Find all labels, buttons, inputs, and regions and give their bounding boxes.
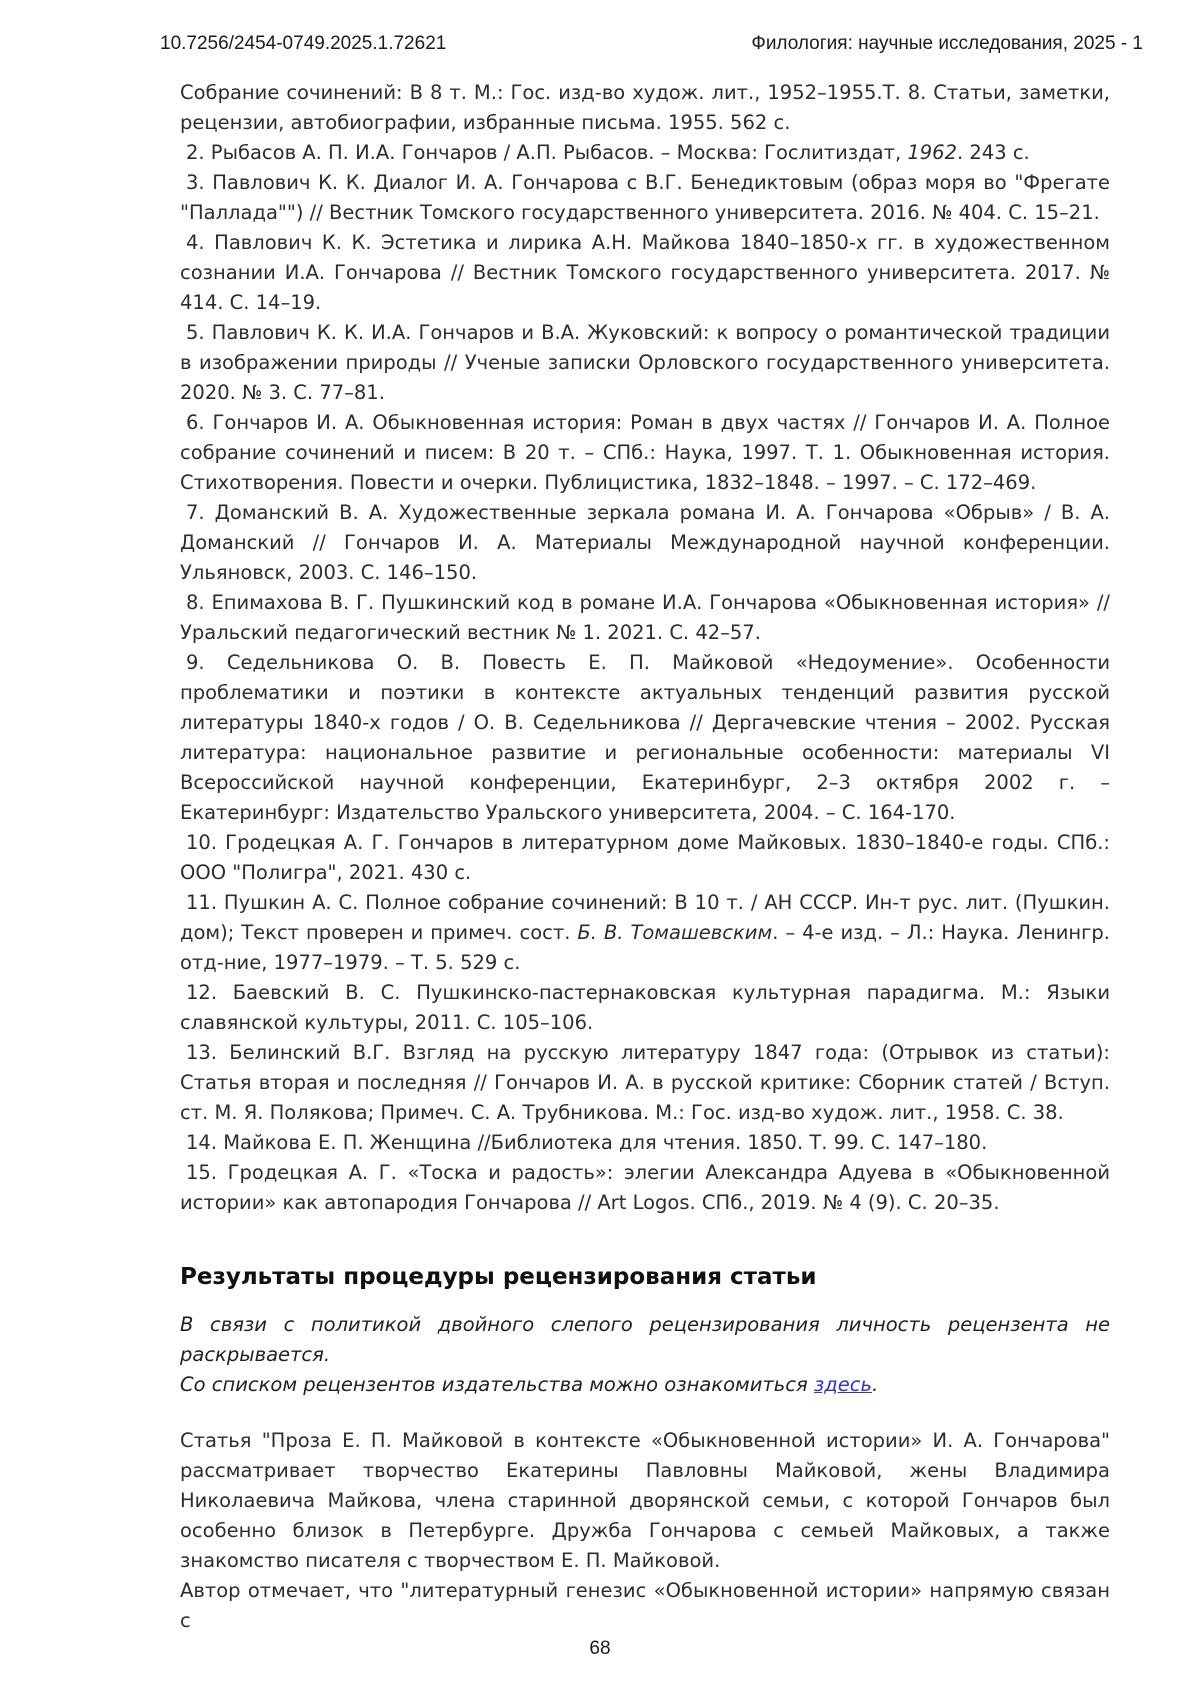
reference-text: Собрание сочинений: В 8 т. М.: Гос. изд-во худож. лит., 1952–1955.Т. 8. Статьи, заметки, рецензии, автобиографии, избранные письма. 1955. 562 с. <box>180 81 1110 134</box>
references-list <box>180 78 1110 1218</box>
reference-item <box>180 1128 1110 1158</box>
reference-item <box>180 1158 1110 1218</box>
reference-item <box>180 498 1110 588</box>
reference-text: 15. Гродецкая А. Г. «Тоска и радость»: элегии Александра Адуева в «Обыкновенной истории» как автопародия Гончарова // Art Logos. СПб., 2019. № 4 (9). С. 20–35. <box>180 1161 1110 1214</box>
reference-text: 3. Павлович К. К. Диалог И. А. Гончарова с В.Г. Бенедиктовым (образ моря во "Фрегате "Паллада"") // Вестник Томского государственного университета. 2016. № 404. С. 15–21. <box>180 171 1110 224</box>
reference-text: 10. Гродецкая А. Г. Гончаров в литературном доме Майковых. 1830–1840-е годы. СПб.: ООО "Полигра", 2021. 430 с. <box>180 831 1110 884</box>
reference-text: . 243 с. <box>957 141 1030 164</box>
summary-paragraph-2: Автор отмечает, что "литературный генезис «Обыкновенной истории» напрямую связан с <box>180 1579 1110 1632</box>
reference-item <box>180 828 1110 888</box>
reference-text: 2. Рыбасов А. П. И.А. Гончаров / А.П. Рыбасов. – Москва: Гослитиздат, <box>186 141 908 164</box>
review-notice-line1: В связи с политикой двойного слепого рецензирования личность рецензента не раскрывается. <box>180 1313 1110 1366</box>
review-summary <box>180 1426 1110 1636</box>
reference-text: 4. Павлович К. К. Эстетика и лирика А.Н. Майкова 1840–1850-х гг. в художественном сознании И.А. Гончарова // Вестник Томского государственного университета. 2017. № 414. С. 14–19. <box>180 231 1110 314</box>
page-content <box>180 78 1110 1636</box>
reference-item <box>180 78 1110 138</box>
reference-text: Б. В. Томашевским <box>577 921 773 944</box>
reviewers-list-link[interactable]: здесь <box>813 1373 872 1396</box>
reference-item <box>180 978 1110 1038</box>
reference-item <box>180 1038 1110 1128</box>
reference-text: 9. Седельникова О. В. Повесть Е. П. Майковой «Недоумение». Особенности проблематики и поэтики в контексте актуальных тенденций развития русской литературы 1840-х годов / О. В. Седельникова // Дергачевские чтения – 2002. Русская литература: национальное развитие и региональные особенности: материалы VI Всероссийской научной конференции, Екатеринбург, 2–3 октября 2002 г. – Екатеринбург: Издательство Уральского университета, 2004. – С. 164-170. <box>180 651 1110 824</box>
reference-text: 12. Баевский В. С. Пушкинско-пастернаковская культурная парадигма. М.: Языки славянской культуры, 2011. С. 105–106. <box>180 981 1110 1034</box>
reference-item <box>180 168 1110 228</box>
reference-item <box>180 588 1110 648</box>
reference-item <box>180 138 1110 168</box>
reference-text: 13. Белинский В.Г. Взгляд на русскую литературу 1847 года: (Отрывок из статьи): Статья вторая и последняя // Гончаров И. А. в русской критике: Сборник статей / Вступ. ст. М. Я. Полякова; Примеч. С. А. Трубникова. М.: Гос. изд-во худож. лит., 1958. С. 38. <box>180 1041 1110 1124</box>
reference-text: 6. Гончаров И. А. Обыкновенная история: Роман в двух частях // Гончаров И. А. Полное собрание сочинений и писем: В 20 т. – СПб.: Наука, 1997. Т. 1. Обыкновенная история. Стихотворения. Повести и очерки. Публицистика, 1832–1848. – 1997. – С. 172–469. <box>180 411 1110 494</box>
review-notice-line2-period: . <box>871 1373 879 1396</box>
review-notice-line2-text: Со списком рецензентов издательства можно ознакомиться <box>180 1373 814 1396</box>
page-header <box>160 33 1143 55</box>
reference-item <box>180 318 1110 408</box>
reference-text: 11. Пушкин А. С. Полное собрание сочинений: В 10 т. / АН СССР. Ин-т рус. лит. (Пушкин. дом); Текст проверен и примеч. сост. <box>180 891 1110 944</box>
reference-text: 7. Доманский В. А. Художественные зеркала романа И. А. Гончарова «Обрыв» / В. А. Доманский // Гончаров И. А. Материалы Международной научной конференции. Ульяновск, 2003. С. 146–150. <box>180 501 1110 584</box>
reference-text: 8. Епимахова В. Г. Пушкинский код в романе И.А. Гончарова «Обыкновенная история» // Уральский педагогический вестник № 1. 2021. С. 42–57. <box>180 591 1110 644</box>
reference-item <box>180 888 1110 978</box>
reference-item <box>180 408 1110 498</box>
page-number: 68 <box>589 1638 611 1659</box>
summary-paragraph-1: Статья "Проза Е. П. Майковой в контексте «Обыкновенной истории» И. А. Гончарова" рассматривает творчество Екатерины Павловны Майковой, жены Владимира Николаевича Майкова, члена старинной дворянской семьи, с которой Гончаров был особенно близок в Петербурге. Дружба Гончарова с семьей Майковых, а также знакомство писателя с творчеством Е. П. Майковой. <box>180 1429 1110 1572</box>
reference-item <box>180 648 1110 828</box>
reference-text: 1962 <box>907 141 957 164</box>
reference-text: . – 4-е изд. – Л.: Наука. Ленингр. отд-ние, 1977–1979. – Т. 5. 529 с. <box>180 921 1110 974</box>
reference-item <box>180 228 1110 318</box>
doi-text: 10.7256/2454-0749.2025.1.72621 <box>160 33 447 54</box>
reference-text: 5. Павлович К. К. И.А. Гончаров и В.А. Жуковский: к вопросу о романтической традиции в изображении природы // Ученые записки Орловского государственного университета. 2020. № 3. С. 77–81. <box>180 321 1110 404</box>
review-section-heading: Результаты процедуры рецензирования статьи <box>180 1264 817 1290</box>
journal-title: Филология: научные исследования, 2025 - 1 <box>751 33 1143 54</box>
review-notice-line2 <box>180 1370 1110 1400</box>
review-notice <box>180 1310 1110 1400</box>
reference-text: 14. Майкова Е. П. Женщина //Библиотека для чтения. 1850. Т. 99. С. 147–180. <box>186 1131 988 1154</box>
